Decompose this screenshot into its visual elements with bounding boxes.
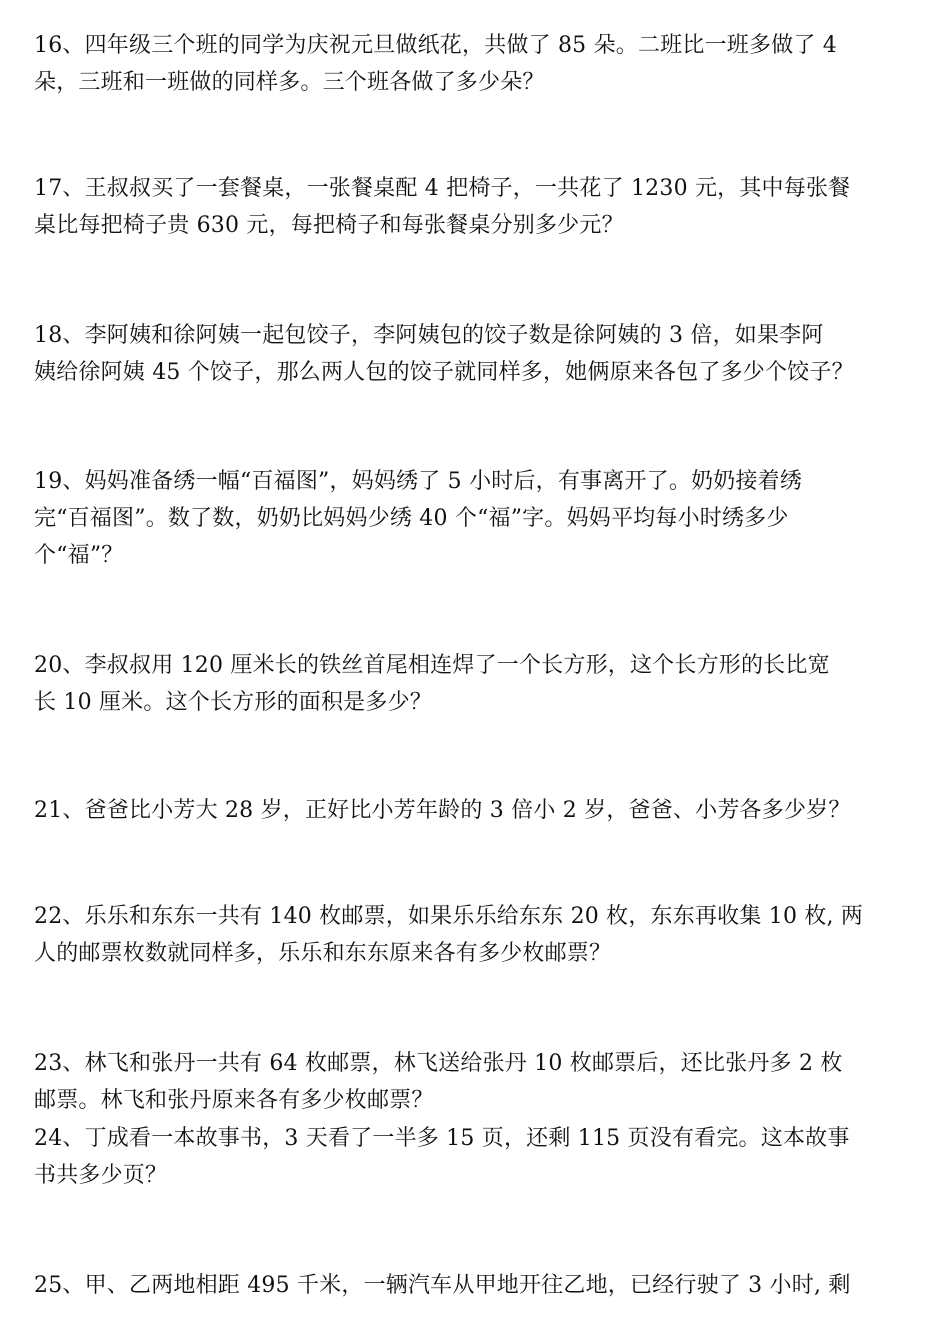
problem-16 (34, 27, 918, 101)
problem-21-line-1: 21、爸爸比小芳大 28 岁，正好比小芳年龄的 3 倍小 2 岁，爸爸、小芳各多少岁？ (34, 798, 851, 823)
problem-23 (34, 1045, 918, 1119)
problem-22-line-2: 人的邮票枚数就同样多，乐乐和东东原来各有多少枚邮票？ (34, 941, 612, 966)
problem-19 (34, 463, 918, 574)
problem-24-line-1: 24、丁成看一本故事书，3 天看了一半多 15 页，还剩 115 页没有看完。这本故事 (34, 1126, 850, 1151)
problem-23-line-2: 邮票。林飞和张丹原来各有多少枚邮票？ (34, 1088, 434, 1113)
problem-16-line-2: 朵，三班和一班做的同样多。三个班各做了多少朵？ (34, 70, 545, 95)
problem-17 (34, 170, 918, 244)
problem-23-line-1: 23、林飞和张丹一共有 64 枚邮票，林飞送给张丹 10 枚邮票后，还比张丹多 2 枚 (34, 1051, 843, 1076)
problem-19-line-1: 19、妈妈准备绣一幅“百福图”，妈妈绣了 5 小时后，有事离开了。奶奶接着绣 (34, 469, 803, 494)
problem-25 (34, 1267, 918, 1304)
problem-22 (34, 898, 918, 972)
problem-16-line-1: 16、四年级三个班的同学为庆祝元旦做纸花，共做了 85 朵。二班比一班多做了 4 (34, 33, 837, 58)
problem-24-line-2: 书共多少页？ (34, 1163, 168, 1188)
problem-22-line-1: 22、乐乐和东东一共有 140 枚邮票，如果乐乐给东东 20 枚，东东再收集 10 枚, 两 (34, 904, 864, 929)
problem-21 (34, 792, 918, 829)
problem-18-line-1: 18、李阿姨和徐阿姨一起包饺子，李阿姨包的饺子数是徐阿姨的 3 倍，如果李阿 (34, 323, 824, 348)
problem-20-line-1: 20、李叔叔用 120 厘米长的铁丝首尾相连焊了一个长方形，这个长方形的长比宽 (34, 653, 830, 678)
problem-19-line-3: 个“福”？ (34, 543, 124, 568)
problem-20-line-2: 长 10 厘米。这个长方形的面积是多少？ (34, 690, 432, 715)
problem-20 (34, 647, 918, 721)
problem-17-line-2: 桌比每把椅子贵 630 元，每把椅子和每张餐桌分别多少元？ (34, 213, 624, 238)
problem-25-line-1: 25、甲、乙两地相距 495 千米，一辆汽车从甲地开往乙地，已经行驶了 3 小时, 剩 (34, 1273, 851, 1298)
problem-18-line-2: 姨给徐阿姨 45 个饺子，那么两人包的饺子就同样多，她俩原来各包了多少个饺子？ (34, 360, 854, 385)
problem-17-line-1: 17、王叔叔买了一套餐桌，一张餐桌配 4 把椅子，一共花了 1230 元，其中每张餐 (34, 176, 851, 201)
problem-18 (34, 317, 918, 391)
problem-24 (34, 1120, 918, 1194)
problem-19-line-2: 完“百福图”。数了数，奶奶比妈妈少绣 40 个“福”字。妈妈平均每小时绣多少 (34, 506, 789, 531)
